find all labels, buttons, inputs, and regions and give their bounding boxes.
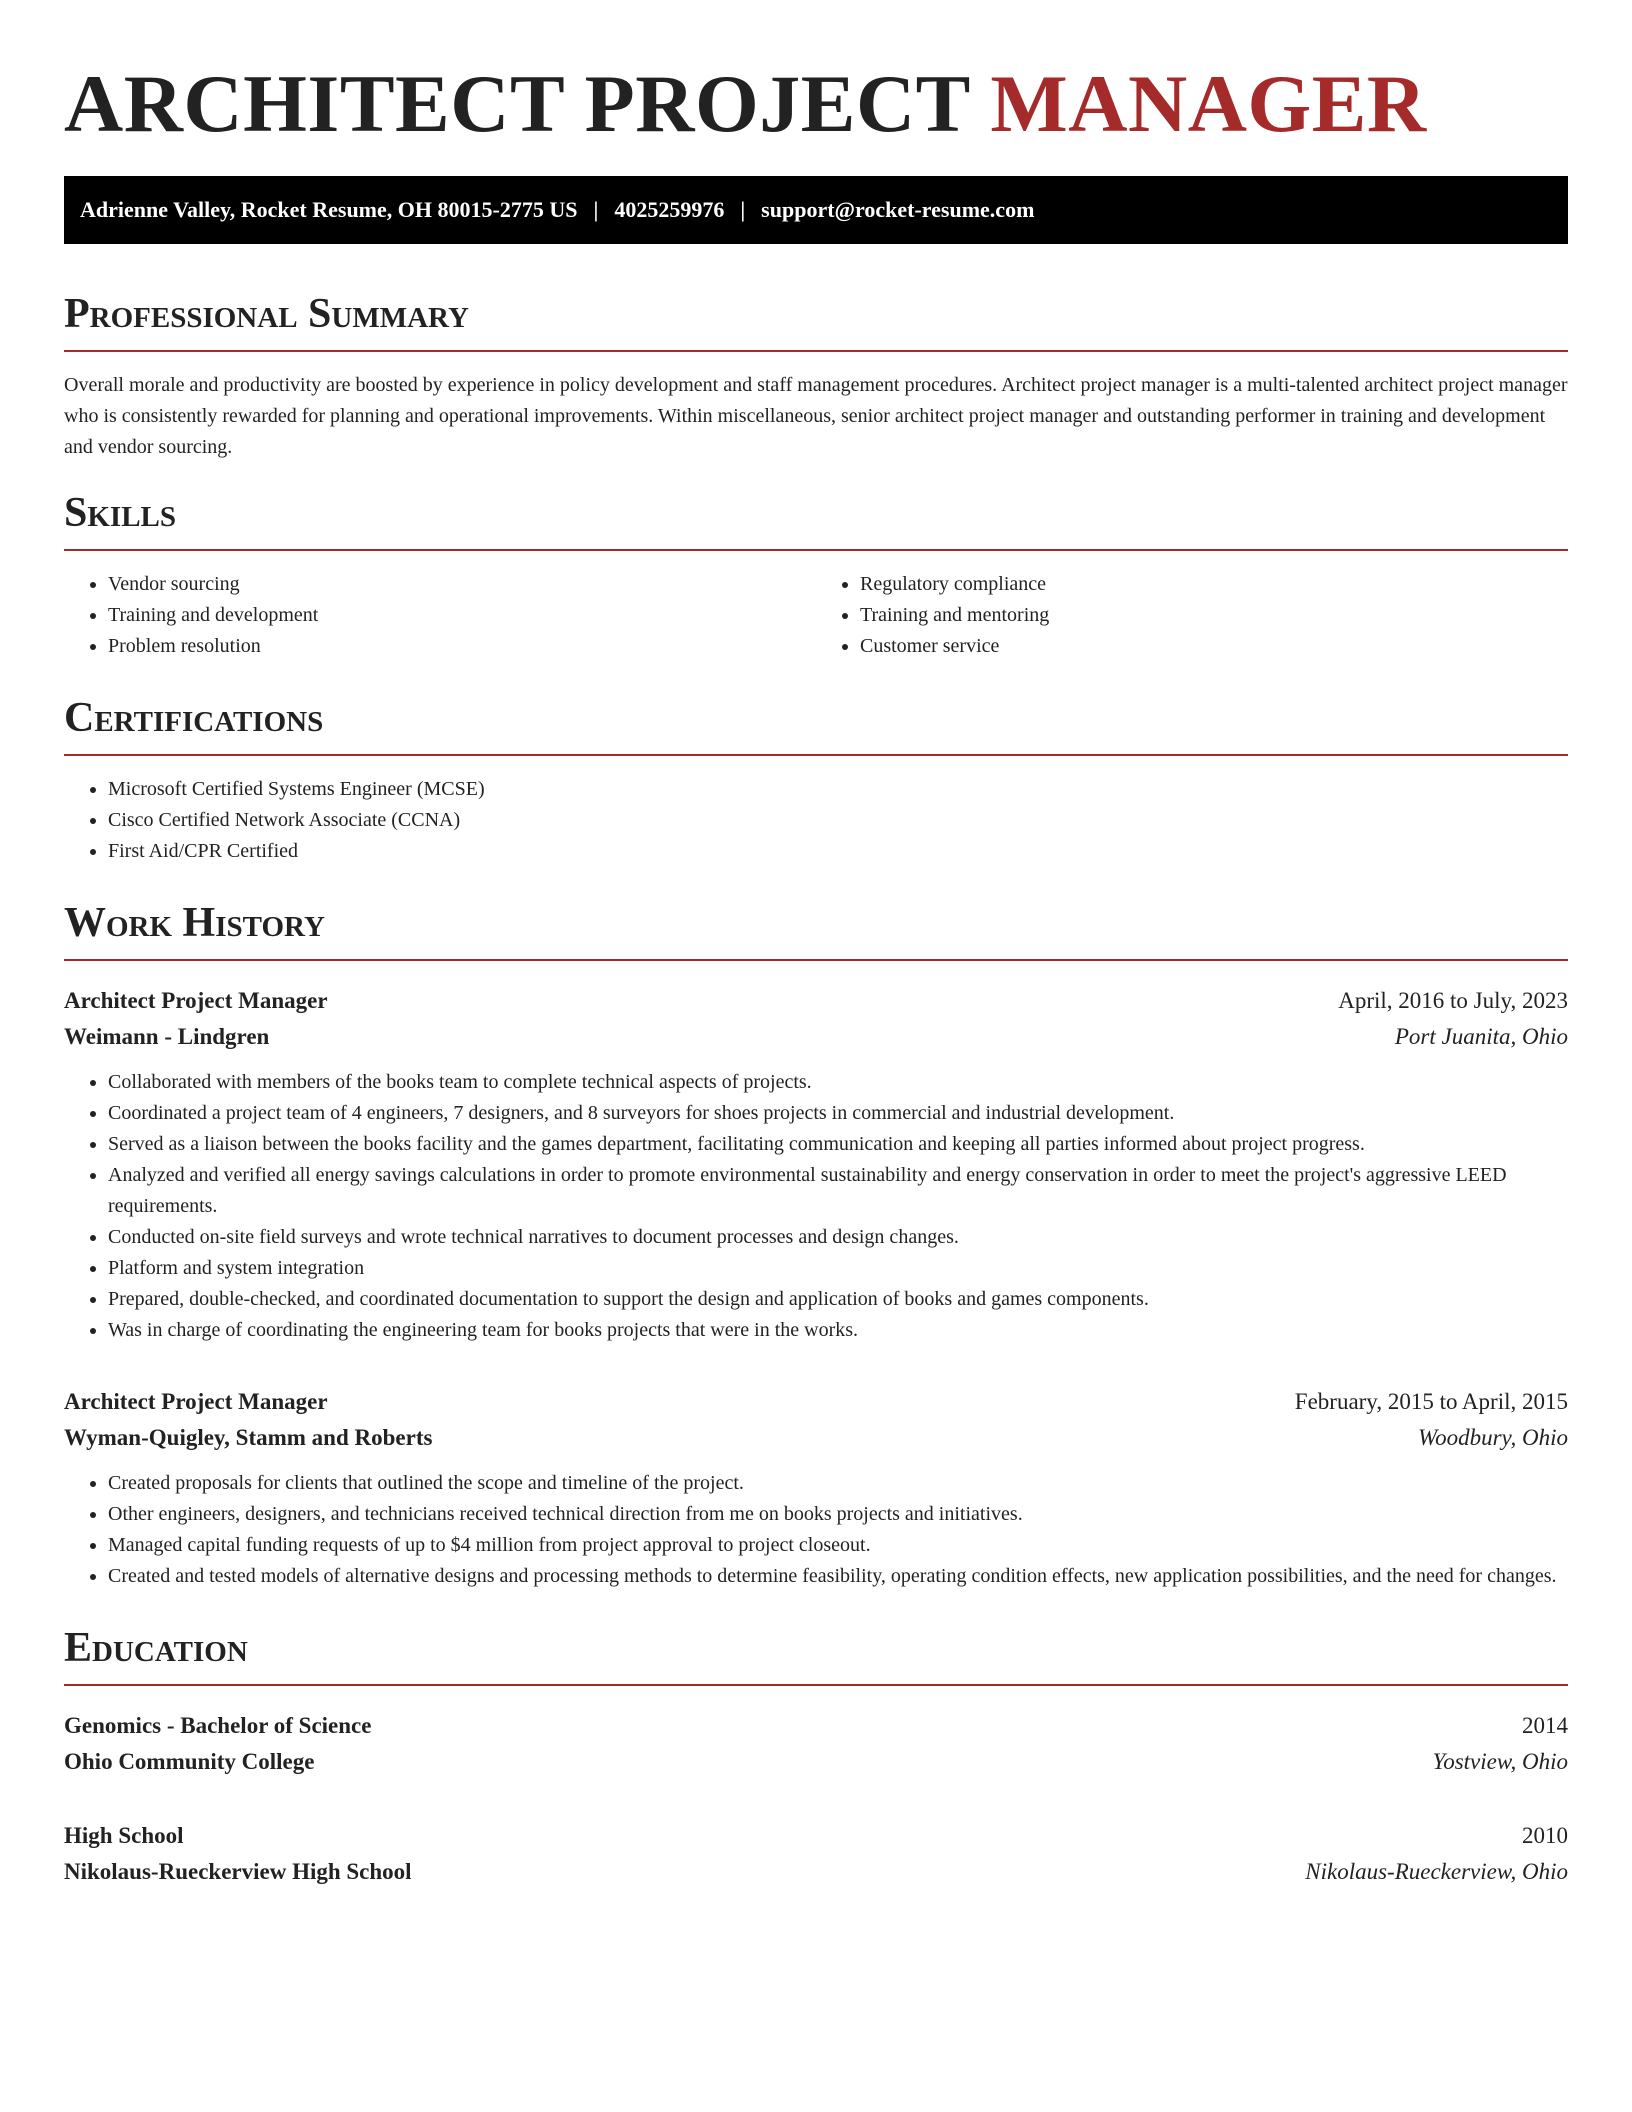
job-location: Woodbury, Ohio [1418, 1425, 1568, 1450]
contact-address: Adrienne Valley, Rocket Resume, OH 80015-2775 US [80, 197, 578, 222]
job-duties-list [64, 1468, 1568, 1592]
skills-column-right [816, 569, 1568, 662]
education-degree-row [64, 1818, 1568, 1854]
skill-item: • Problem resolution [108, 631, 816, 662]
contact-phone: 4025259976 [614, 197, 725, 222]
skills-heading: Skills [64, 487, 1568, 551]
education-school-row [64, 1854, 1568, 1890]
job-duty: • Served as a liaison between the books facility and the games department, facilitating communication and keeping all parties informed about project progress. [108, 1129, 1568, 1160]
job-duty: • Analyzed and verified all energy savings calculations in order to promote environmental sustainability and energy conservation in order to meet the project's aggressive LEED requirements. [108, 1160, 1568, 1222]
skills-column-left [64, 569, 816, 662]
job-company: Weimann - Lindgren [64, 1024, 270, 1049]
education-school: Ohio Community College [64, 1749, 315, 1774]
certifications-section [64, 692, 1568, 867]
education-entry [64, 1818, 1568, 1890]
certifications-heading: Certifications [64, 692, 1568, 756]
job-company-row [64, 1019, 1568, 1055]
work-history-section [64, 897, 1568, 1592]
job-duty: • Prepared, double-checked, and coordinated documentation to support the design and application of books and games components. [108, 1284, 1568, 1315]
job-duty: • Was in charge of coordinating the engineering team for books projects that were in the works. [108, 1315, 1568, 1346]
job-duty: • Created proposals for clients that outlined the scope and timeline of the project. [108, 1468, 1568, 1499]
education-entry [64, 1708, 1568, 1780]
job-location: Port Juanita, Ohio [1394, 1024, 1568, 1049]
skill-item: • Customer service [860, 631, 1568, 662]
certifications-list [64, 774, 1568, 867]
job-duty: • Created and tested models of alternative designs and processing methods to determine feasibility, operating condition effects, new application possibilities, and the need for changes. [108, 1561, 1568, 1592]
education-degree: Genomics - Bachelor of Science [64, 1713, 372, 1738]
resume-title [64, 56, 1568, 152]
contact-separator: | [740, 197, 746, 222]
skills-grid [64, 551, 1568, 662]
job-company: Wyman-Quigley, Stamm and Roberts [64, 1425, 433, 1450]
education-year: 2010 [1522, 1823, 1568, 1848]
job-duty: • Coordinated a project team of 4 engineers, 7 designers, and 8 surveyors for shoes projects in commercial and industrial development. [108, 1098, 1568, 1129]
job-company-row [64, 1420, 1568, 1456]
education-degree-row [64, 1708, 1568, 1744]
job-entry [64, 1384, 1568, 1592]
certification-item: • Cisco Certified Network Associate (CCNA) [108, 805, 1568, 836]
summary-heading: Professional Summary [64, 288, 1568, 352]
skill-item: • Regulatory compliance [860, 569, 1568, 600]
job-dates: February, 2015 to April, 2015 [1294, 1389, 1568, 1414]
contact-separator: | [593, 197, 599, 222]
certification-item: • Microsoft Certified Systems Engineer (MCSE) [108, 774, 1568, 805]
skill-item: • Training and development [108, 600, 816, 631]
title-accent: MANAGER [990, 58, 1427, 149]
job-duty: • Platform and system integration [108, 1253, 1568, 1284]
job-duty: • Collaborated with members of the books team to complete technical aspects of projects. [108, 1067, 1568, 1098]
education-location: Yostview, Ohio [1432, 1749, 1568, 1774]
work-history-heading: Work History [64, 897, 1568, 961]
education-heading: Education [64, 1622, 1568, 1686]
job-duty: • Managed capital funding requests of up to $4 million from project approval to project closeout. [108, 1530, 1568, 1561]
contact-bar [64, 176, 1568, 244]
education-location: Nikolaus-Rueckerview, Ohio [1305, 1859, 1568, 1884]
job-duty: • Other engineers, designers, and technicians received technical direction from me on books projects and initiatives. [108, 1499, 1568, 1530]
skill-item: • Vendor sourcing [108, 569, 816, 600]
job-role: Architect Project Manager [64, 988, 328, 1013]
education-school: Nikolaus-Rueckerview High School [64, 1859, 412, 1884]
certification-item: • First Aid/CPR Certified [108, 836, 1568, 867]
title-main: ARCHITECT PROJECT [64, 58, 970, 149]
skills-section [64, 487, 1568, 662]
job-title-row [64, 1384, 1568, 1420]
job-role: Architect Project Manager [64, 1389, 328, 1414]
job-dates: April, 2016 to July, 2023 [1338, 988, 1568, 1013]
contact-email: support@rocket-resume.com [761, 197, 1035, 222]
education-school-row [64, 1744, 1568, 1780]
education-year: 2014 [1522, 1713, 1568, 1738]
summary-text: Overall morale and productivity are boosted by experience in policy development and staff management procedures. Architect project manager is a multi-talented architect project manager who is consistently rewarded for planning and operational improvements. Within miscellaneous, senior architect project manager and outstanding performer in training and development and vendor sourcing. [64, 374, 1568, 458]
education-section [64, 1622, 1568, 1890]
job-duty: • Conducted on-site field surveys and wrote technical narratives to document processes and design changes. [108, 1222, 1568, 1253]
job-duties-list [64, 1067, 1568, 1346]
summary-section [64, 288, 1568, 463]
job-entry [64, 983, 1568, 1346]
education-degree: High School [64, 1823, 184, 1848]
job-title-row [64, 983, 1568, 1019]
skill-item: • Training and mentoring [860, 600, 1568, 631]
